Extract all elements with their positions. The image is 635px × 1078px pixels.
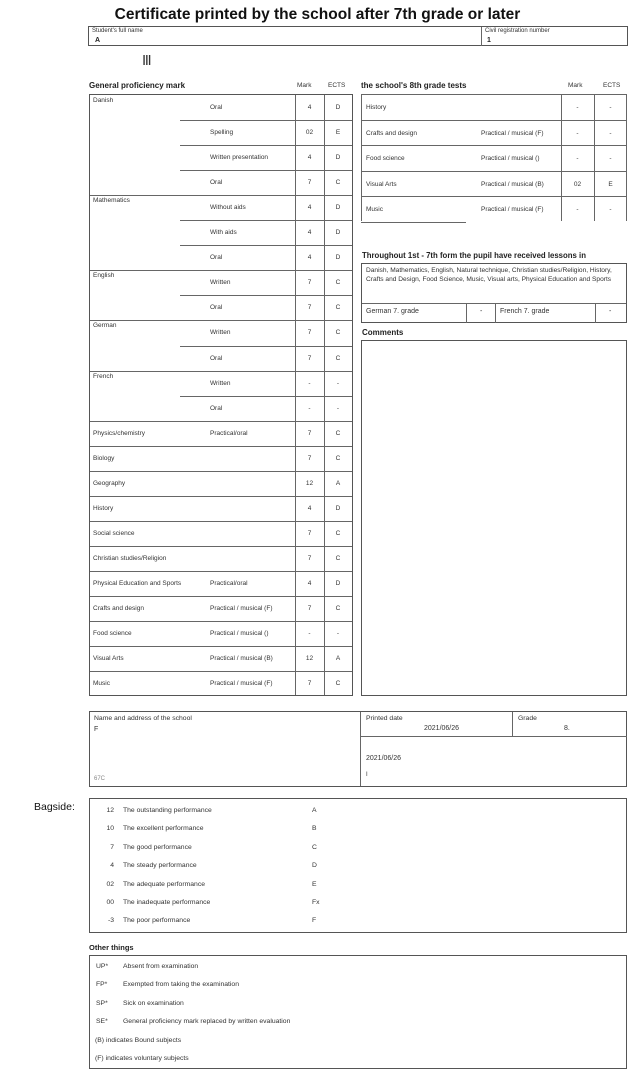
tests8-subject: Music (366, 206, 383, 213)
lessons-vdiv1 (466, 303, 467, 323)
comments-header: Comments (362, 328, 404, 337)
general-part: Without aids (210, 204, 246, 211)
certificate-title: Certificate printed by the school after 7th grade or later (114, 6, 521, 23)
general-mark: 4 (307, 505, 312, 512)
scale-ects: F (312, 917, 317, 924)
lessons-vdiv2 (495, 303, 496, 323)
general-part: Practical/oral (210, 580, 248, 587)
general-row-line (180, 346, 352, 347)
tests8-mark-col: Mark (568, 82, 583, 89)
general-mark: 4 (307, 104, 312, 111)
general-mark: 12 (305, 480, 314, 487)
tests8-row-line (361, 196, 627, 197)
general-part: Practical / musical (F) (210, 680, 273, 687)
signature-mark: I (366, 772, 368, 778)
school-zip-value: 67C (94, 776, 106, 782)
bagside-label: Bagside: (34, 801, 75, 813)
general-ects: D (335, 254, 341, 261)
general-ects: E (335, 129, 341, 136)
other-text: Exempted from taking the examination (123, 981, 239, 988)
general-ects: A (335, 480, 341, 487)
scale-text: The adequate performance (123, 881, 205, 888)
tests8-row-line (361, 171, 627, 172)
tests8-row-line (361, 145, 627, 146)
general-row-line (90, 596, 352, 597)
general-ects: D (335, 505, 341, 512)
tests8-leftline (361, 94, 362, 221)
general-subject: Geography (93, 480, 126, 487)
other-things-header: Other things (89, 943, 134, 952)
general-ects: C (335, 680, 341, 687)
tests8-subject: History (366, 104, 387, 111)
text-cursor-icon: Ⅲ (142, 52, 152, 68)
other-things-box (89, 955, 627, 1069)
general-mark: - (308, 380, 311, 387)
cpr-value: 1 (487, 37, 491, 44)
general-subject: French (93, 373, 114, 380)
general-row-line (90, 521, 352, 522)
french-label: French 7. grade (500, 308, 550, 315)
tests8-ects: - (609, 130, 612, 137)
general-part: Practical / musical (F) (210, 605, 273, 612)
other-code: SE* (96, 1018, 108, 1025)
general-subject: Physics/chemistry (93, 430, 146, 437)
lessons-vdiv3 (595, 303, 596, 323)
general-mark: 7 (307, 355, 312, 362)
general-mark: 4 (307, 204, 312, 211)
tests8-part: Practical / musical (F) (481, 206, 544, 213)
german-value: - (480, 308, 483, 315)
general-part: Oral (210, 254, 223, 261)
school-hdiv (360, 736, 627, 737)
tests8-ects: - (609, 206, 612, 213)
other-code: FP* (96, 981, 108, 988)
general-subject: Mathematics (93, 197, 130, 204)
general-ects-col: ECTS (328, 82, 346, 89)
general-mark: 7 (307, 455, 312, 462)
other-note: (F) indicates voluntary subjects (95, 1055, 189, 1062)
tests8-row-line (361, 120, 627, 121)
scale-mark: 00 (106, 899, 114, 906)
general-mark: 12 (305, 655, 314, 662)
general-subject: Music (93, 680, 110, 687)
general-mark: 7 (307, 179, 312, 186)
tests8-mark: 02 (573, 181, 582, 188)
tests8-part: Practical / musical (B) (481, 181, 544, 188)
lessons-header: Throughout 1st - 7th form the pupil have received lessons in (362, 251, 586, 260)
general-row-line (90, 421, 352, 422)
other-code: UP* (96, 963, 109, 970)
general-ects: C (335, 355, 341, 362)
general-ects: C (335, 279, 341, 286)
general-mark: 4 (307, 254, 312, 261)
general-subject: History (93, 505, 114, 512)
general-row-line (180, 145, 352, 146)
tests8-ects: - (609, 155, 612, 162)
scale-text: The excellent performance (123, 825, 204, 832)
general-mark: - (308, 630, 311, 637)
general-mark: 4 (307, 154, 312, 161)
scale-mark: 4 (110, 862, 114, 869)
general-ects: D (335, 104, 341, 111)
printed-date-label: Printed date (366, 715, 403, 722)
tests8-subject: Food science (366, 155, 405, 162)
general-part: Written (210, 380, 231, 387)
general-mark: 7 (307, 680, 312, 687)
general-subject: Danish (93, 97, 114, 104)
general-part: Practical / musical (B) (210, 655, 273, 662)
general-ects: C (335, 555, 341, 562)
general-row-line (180, 220, 352, 221)
general-mark: 02 (305, 129, 314, 136)
general-mark: 7 (307, 430, 312, 437)
general-mark: 7 (307, 555, 312, 562)
general-subject: Christian studies/Religion (93, 555, 167, 562)
general-mark-col: Mark (297, 82, 312, 89)
student-name-value: A (95, 37, 101, 44)
general-part: Written (210, 279, 231, 286)
general-part: Practical/oral (210, 430, 248, 437)
scale-ects: E (312, 881, 317, 888)
general-row-line (90, 270, 352, 271)
school-name-label: Name and address of the school (94, 715, 192, 722)
school-vdiv2 (512, 712, 513, 736)
cpr-label: Civil registration number (485, 28, 550, 34)
general-ects: C (335, 530, 341, 537)
other-text: General proficiency mark replaced by written evaluation (123, 1018, 291, 1025)
tests8-subject: Visual Arts (366, 181, 397, 188)
tests8-mark: - (576, 104, 579, 111)
general-row-line (90, 496, 352, 497)
tests8-mark: - (576, 206, 579, 213)
general-row-line (180, 396, 352, 397)
other-text: Absent from examination (123, 963, 199, 970)
general-row-line (90, 320, 352, 321)
scale-mark: 10 (106, 825, 114, 832)
scale-mark: -3 (107, 917, 114, 924)
school-vdiv (360, 712, 361, 786)
general-subject: Biology (93, 455, 115, 462)
general-subject: Crafts and design (93, 605, 144, 612)
student-info-box (88, 26, 628, 46)
second-date-value: 2021/06/26 (366, 755, 402, 762)
general-part: Oral (210, 405, 223, 412)
general-mark: 4 (307, 580, 312, 587)
tests8-part: Practical / musical () (481, 155, 540, 162)
general-row-line (90, 471, 352, 472)
tests8-row-line (361, 222, 466, 223)
general-ects: C (335, 179, 341, 186)
general-row-line (90, 671, 352, 672)
general-header: General proficiency mark (89, 81, 186, 90)
grade-value: 8. (564, 725, 570, 732)
tests8-part: Practical / musical (F) (481, 130, 544, 137)
tests8-mark: - (576, 130, 579, 137)
lessons-box (361, 263, 627, 323)
general-subject: German (93, 322, 117, 329)
student-box-divider (481, 27, 482, 46)
tests8-ects-col: ECTS (603, 82, 621, 89)
general-row-line (90, 446, 352, 447)
tests8-header: the school's 8th grade tests (361, 81, 467, 90)
general-subject: Social science (93, 530, 135, 537)
general-ects: D (335, 204, 341, 211)
grading-scale-box (89, 798, 627, 933)
general-subject: English (93, 272, 115, 279)
french-value: - (609, 308, 612, 315)
general-mark: 7 (307, 304, 312, 311)
general-row-line (180, 295, 352, 296)
other-text: Sick on examination (123, 1000, 184, 1007)
general-ects: D (335, 229, 341, 236)
scale-text: The good performance (123, 844, 192, 851)
general-subject: Physical Education and Sports (93, 580, 182, 587)
general-row-line (90, 571, 352, 572)
scale-ects: A (312, 807, 317, 814)
general-row-line (90, 195, 352, 196)
scale-ects: C (312, 844, 317, 851)
general-ects: C (335, 605, 341, 612)
tests8-table (361, 94, 627, 222)
tests8-subject: Crafts and design (366, 130, 417, 137)
general-row-line (90, 621, 352, 622)
tests8-ects: - (609, 104, 612, 111)
scale-mark: 12 (106, 807, 114, 814)
general-ects: C (335, 455, 341, 462)
general-part: Oral (210, 104, 223, 111)
other-code: SP* (96, 1000, 108, 1007)
scale-ects: Fx (312, 899, 320, 906)
general-ects: - (336, 630, 340, 637)
grade-label: Grade (518, 715, 537, 722)
general-ects: - (336, 380, 340, 387)
scale-ects: D (312, 862, 317, 869)
general-row-line (180, 120, 352, 121)
german-label: German 7. grade (366, 308, 419, 315)
general-ects: C (335, 430, 341, 437)
general-part: Oral (210, 355, 223, 362)
tests8-mark: - (576, 155, 579, 162)
scale-mark: 7 (110, 844, 114, 851)
printed-date-value: 2021/06/26 (424, 725, 460, 732)
school-box (89, 711, 627, 787)
other-note: (B) indicates Bound subjects (95, 1037, 182, 1044)
general-ects: A (335, 655, 341, 662)
lessons-divider (362, 303, 626, 304)
lessons-text: Danish, Mathematics, English, Natural technique, Christian studies/Religion, History, Crafts and Design, Food Science, Music, Visual arts, Physical Education and Sports (366, 267, 612, 283)
general-part: Written (210, 329, 231, 336)
comments-box (361, 340, 627, 696)
scale-text: The poor performance (123, 917, 191, 924)
tests8-ects: E (608, 181, 613, 188)
general-mark: 7 (307, 329, 312, 336)
scale-text: The inadequate performance (123, 899, 211, 906)
general-subject: Visual Arts (93, 655, 124, 662)
general-mark: 7 (307, 605, 312, 612)
general-ects: - (336, 405, 340, 412)
general-part: Written presentation (210, 154, 269, 161)
scale-mark: 02 (106, 881, 114, 888)
general-mark: 4 (307, 229, 312, 236)
general-row-line (90, 646, 352, 647)
general-ects: C (335, 304, 341, 311)
general-mark: - (308, 405, 311, 412)
general-ects: D (335, 580, 341, 587)
tests8-topline (361, 94, 627, 95)
general-mark: 7 (307, 530, 312, 537)
scale-text: The outstanding performance (123, 807, 212, 814)
scale-text: The steady performance (123, 862, 197, 869)
general-row-line (180, 170, 352, 171)
general-ects: D (335, 154, 341, 161)
general-table (89, 94, 353, 696)
student-name-label: Student's full name (92, 28, 143, 34)
general-part: Spelling (210, 129, 234, 136)
general-part: Practical / musical () (210, 630, 269, 637)
general-part: With aids (210, 229, 237, 236)
scale-ects: B (312, 825, 317, 832)
general-part: Oral (210, 304, 223, 311)
general-ects: C (335, 329, 341, 336)
general-row-line (90, 371, 352, 372)
general-mark: 7 (307, 279, 312, 286)
general-part: Oral (210, 179, 223, 186)
general-row-line (90, 546, 352, 547)
general-subject: Food science (93, 630, 132, 637)
school-name-value: F (94, 726, 99, 733)
general-row-line (180, 245, 352, 246)
